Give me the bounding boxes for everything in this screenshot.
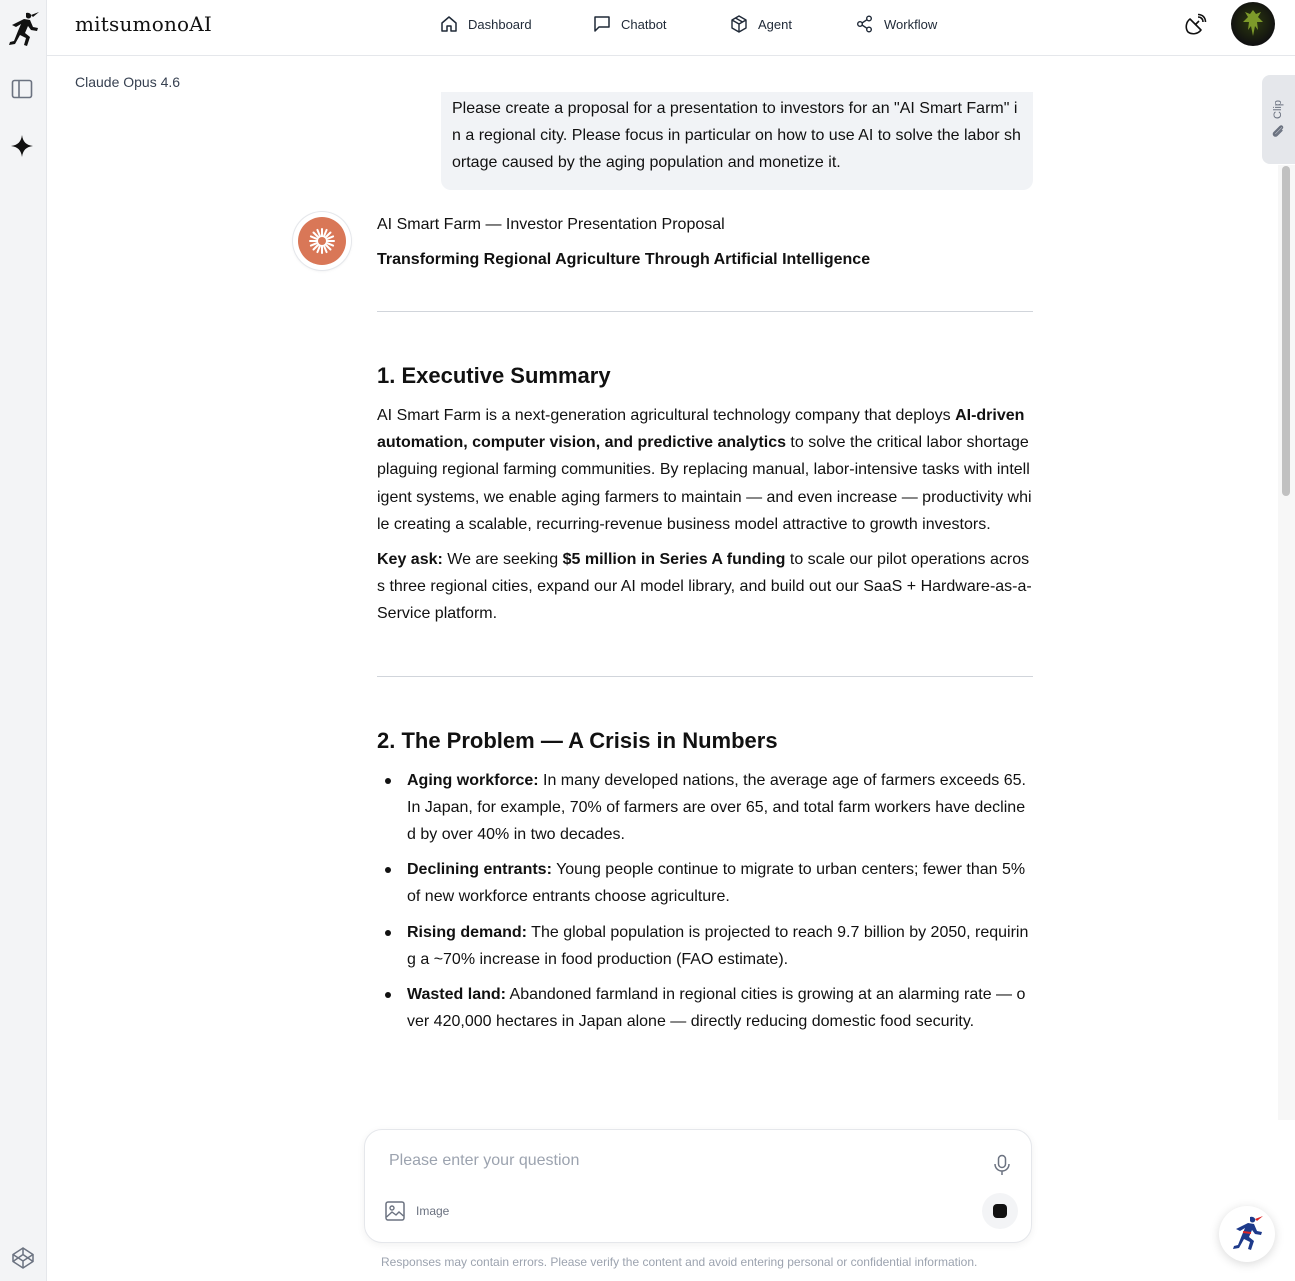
claude-starburst-icon (308, 227, 336, 255)
microphone-icon[interactable] (992, 1154, 1012, 1176)
list-item (377, 919, 1033, 973)
divider (377, 311, 1033, 312)
bullet-text: The global population is projected to reach 9.7 billion by 2050, requiring a ~70% increase in food production (FAO estimate). (407, 923, 1029, 968)
sidebar-toggle-icon[interactable] (11, 78, 33, 100)
list-item (377, 767, 1033, 849)
disclaimer-text: Responses may contain errors. Please verify the content and avoid entering personal or confidential information. (381, 1255, 978, 1269)
satellite-dish-icon[interactable] (1183, 13, 1207, 37)
image-button-label: Image (416, 1204, 450, 1218)
left-rail (0, 0, 47, 1281)
bullet-label: Aging workforce: (407, 771, 539, 789)
key-ask-paragraph (377, 546, 1033, 628)
scrollbar-thumb[interactable] (1282, 166, 1290, 496)
response-title: AI Smart Farm — Investor Presentation Proposal (377, 216, 725, 233)
nav-agent[interactable] (729, 14, 792, 34)
nav-chatbot[interactable] (592, 14, 667, 34)
text-run: We are seeking (442, 551, 563, 569)
image-upload-button[interactable] (384, 1200, 449, 1222)
text-run: AI Smart Farm is a next-generation agricultural technology company that deploys (377, 407, 956, 424)
cube-icon (729, 14, 749, 34)
nav-dashboard-label: Dashboard (468, 16, 532, 32)
chat-bubble-icon (592, 14, 612, 34)
assistant-avatar-badge (298, 217, 346, 265)
ninja-mascot-icon (1229, 1214, 1265, 1254)
share-nodes-icon (855, 14, 875, 34)
ninja-logo-icon[interactable] (6, 10, 40, 48)
question-input[interactable]: Please enter your question (389, 1152, 580, 1169)
divider (377, 676, 1033, 677)
clip-label: Clip (1272, 100, 1284, 119)
image-icon (384, 1200, 406, 1222)
floating-assistant-button[interactable] (1219, 1206, 1275, 1262)
brand-name[interactable]: mitsumonoAI (75, 12, 213, 36)
response-subtitle: Transforming Regional Agriculture Through Artificial Intelligence (377, 251, 871, 268)
chat-input-box[interactable] (364, 1129, 1032, 1243)
nav-agent-label: Agent (758, 16, 792, 32)
nav-workflow-label: Workflow (884, 16, 938, 32)
top-header (47, 0, 1295, 56)
user-message-bubble: Please create a proposal for a presentation to investors for an "AI Smart Farm" in a regional city. Please focus in particular on how to use AI to solve the labor shortage caused by the aging population and monetize it. (441, 92, 1033, 190)
bullet-text: In many developed nations, the average age of farmers exceeds 65. In Japan, for example, 70% of farmers are over 65, and total farm workers have declined by over 40% in two decades. (407, 771, 1026, 844)
clip-tab[interactable] (1262, 75, 1295, 164)
text-run: to solve the critical labor shortage plaguing regional farming communities. By replacing manual, labor-intensive tasks with intelligent systems, we enable aging farmers to maintain — and even increase — productivity while creating a scalable, recurring-revenue business model attractive to growth investors. (377, 434, 1032, 533)
bold-text: $5 million in Series A funding (562, 551, 786, 569)
nav-chatbot-label: Chatbot (621, 16, 667, 32)
nav-dashboard[interactable] (439, 14, 532, 34)
user-avatar[interactable] (1231, 2, 1275, 46)
sparkle-icon[interactable] (10, 134, 34, 158)
executive-summary-paragraph (377, 402, 1033, 538)
bullet-label: Wasted land: (407, 986, 506, 1004)
problem-list (377, 767, 1033, 1036)
avatar-figure-icon (1231, 2, 1275, 46)
list-item (377, 981, 1033, 1035)
bullet-label: Declining entrants: (407, 861, 552, 879)
text-run: to scale our pilot operations across three regional cities, expand our AI model library, and build out our SaaS + Hardware-as-a-Service platform. (377, 551, 1032, 623)
assistant-response (377, 213, 1033, 1035)
model-label[interactable]: Claude Opus 4.6 (75, 74, 181, 90)
bold-text: Key ask: (377, 551, 443, 569)
codepen-cube-icon[interactable] (11, 1246, 35, 1270)
stop-button[interactable] (982, 1193, 1018, 1229)
bullet-text: Young people continue to migrate to urban centers; fewer than 5% of new workforce entrants choose agriculture. (407, 861, 1026, 906)
section-heading: 1. Executive Summary (377, 363, 611, 388)
list-item (377, 856, 1033, 910)
stop-icon (993, 1204, 1007, 1218)
paperclip-icon (1270, 123, 1286, 139)
nav-workflow[interactable] (855, 14, 937, 34)
section-heading: 2. The Problem — A Crisis in Numbers (377, 727, 778, 753)
bullet-text: Abandoned farmland in regional cities is growing at an alarming rate — over 420,000 hectares in Japan alone — directly reducing domestic food security. (407, 986, 1026, 1031)
bullet-label: Rising demand: (407, 923, 528, 941)
bold-text: AI-driven automation, computer vision, and predictive analytics (377, 407, 1025, 452)
assistant-avatar (293, 212, 351, 270)
home-icon (439, 14, 459, 34)
